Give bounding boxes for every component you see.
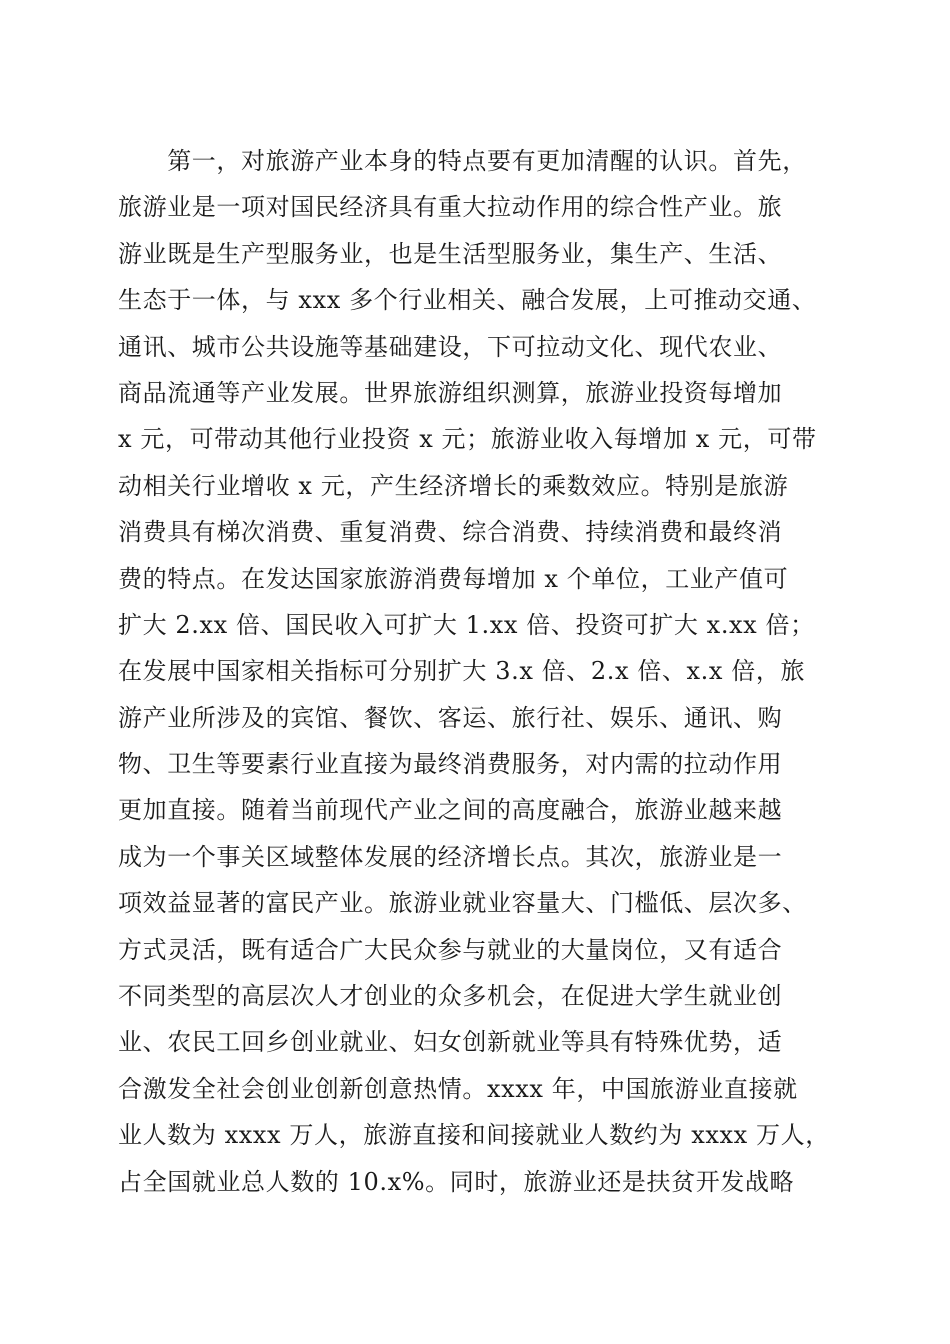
paragraph-line: 商品流通等产业发展。世界旅游组织测算，旅游业投资每增加 xyxy=(118,378,783,407)
paragraph-line: 生态于一体，与 xxx 多个行业相关、融合发展，上可推动交通、 xyxy=(118,286,817,315)
paragraph-line: 更加直接。随着当前现代产业之间的高度融合，旅游业越来越 xyxy=(118,796,783,825)
paragraph-line: 成为一个事关区域整体发展的经济增长点。其次，旅游业是一 xyxy=(118,842,783,871)
paragraph-line: 方式灵活，既有适合广大民众参与就业的大量岗位，又有适合 xyxy=(118,935,783,964)
body-paragraph xyxy=(118,138,858,1205)
paragraph-line: 动相关行业增收 x 元，产生经济增长的乘数效应。特别是旅游 xyxy=(118,471,789,500)
paragraph-line: 通讯、城市公共设施等基础建设，下可拉动文化、现代农业、 xyxy=(118,332,783,361)
paragraph-line: 业、农民工回乡创业就业、妇女创新就业等具有特殊优势，适 xyxy=(118,1028,783,1057)
paragraph-line: 游产业所涉及的宾馆、餐饮、客运、旅行社、娱乐、通讯、购 xyxy=(118,703,783,732)
paragraph-line: 第一，对旅游产业本身的特点要有更加清醒的认识。首先， xyxy=(118,147,807,175)
paragraph-line: 项效益显著的富民产业。旅游业就业容量大、门槛低、层次多、 xyxy=(118,889,807,918)
paragraph-line: 物、卫生等要素行业直接为最终消费服务，对内需的拉动作用 xyxy=(118,750,783,779)
paragraph-line: 业人数为 xxxx 万人，旅游直接和间接就业人数约为 xxxx 万人， xyxy=(118,1121,830,1150)
paragraph-line: 合激发全社会创业创新创意热情。xxxx 年，中国旅游业直接就 xyxy=(118,1074,798,1103)
paragraph-line: 在发展中国家相关指标可分别扩大 3.x 倍、2.x 倍、x.x 倍，旅 xyxy=(118,657,806,686)
paragraph-line: 扩大 2.xx 倍、国民收入可扩大 1.xx 倍、投资可扩大 x.xx 倍； xyxy=(118,610,815,639)
paragraph-line: 不同类型的高层次人才创业的众多机会，在促进大学生就业创 xyxy=(118,982,783,1011)
paragraph-line: 消费具有梯次消费、重复消费、综合消费、持续消费和最终消 xyxy=(118,518,783,547)
paragraph-line: 旅游业是一项对国民经济具有重大拉动作用的综合性产业。旅 xyxy=(118,193,783,222)
paragraph-line: 占全国就业总人数的 10.x%。同时，旅游业还是扶贫开发战略 xyxy=(118,1167,795,1196)
paragraph-line: x 元，可带动其他行业投资 x 元；旅游业收入每增加 x 元，可带 xyxy=(118,425,817,454)
paragraph-line: 游业既是生产型服务业，也是生活型服务业，集生产、生活、 xyxy=(118,239,783,268)
paragraph-line: 费的特点。在发达国家旅游消费每增加 x 个单位，工业产值可 xyxy=(118,564,789,593)
